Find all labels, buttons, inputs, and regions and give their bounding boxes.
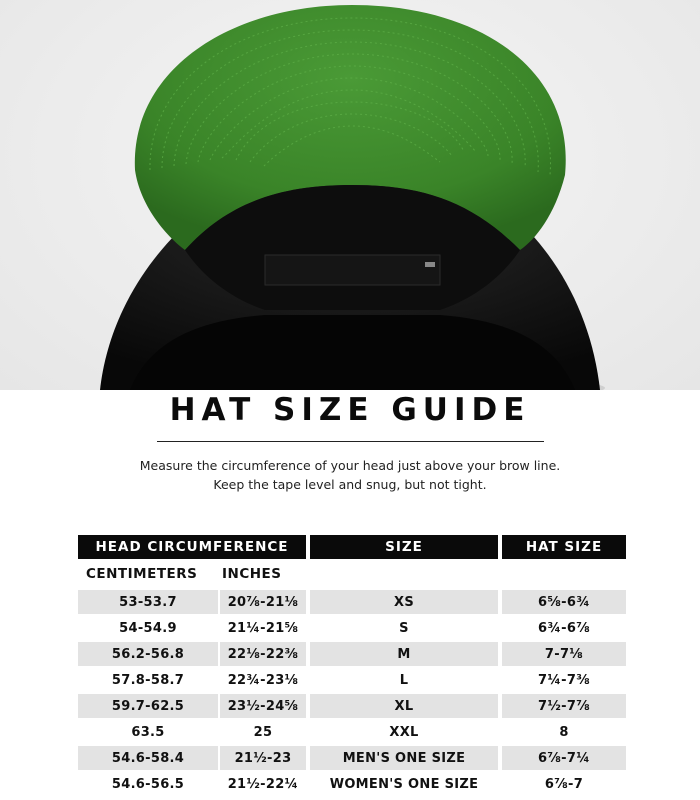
cm-cell: 54.6-56.5 [111, 776, 185, 792]
instructions-line-2: Keep the tape level and snug, but not tight. [213, 477, 487, 492]
size-cell: M [310, 642, 498, 666]
inches-cell: 22¾-23⅛ [227, 672, 299, 688]
header-head-circumference: HEAD CIRCUMFERENCE [78, 535, 306, 559]
table-row [0, 590, 700, 614]
header-hat-size: HAT SIZE [502, 535, 626, 559]
cm-cell: 53-53.7 [78, 590, 218, 614]
hat-size-cell: 8 [559, 724, 569, 740]
page-title: HAT SIZE GUIDE [169, 392, 531, 428]
hat-size-cell: 6⅝-6¾ [502, 590, 626, 614]
cm-cell: 54-54.9 [119, 620, 177, 636]
cap-underside-photo [0, 0, 700, 390]
size-cell: XXL [389, 724, 419, 740]
size-cell: XS [310, 590, 498, 614]
hat-size-cell: 6¾-6⅞ [538, 620, 590, 636]
table-row [0, 668, 700, 692]
cap-illustration [0, 0, 700, 390]
cm-cell: 56.2-56.8 [78, 642, 218, 666]
inches-cell: 25 [253, 724, 273, 740]
hat-size-cell: 7-7⅛ [502, 642, 626, 666]
inches-cell: 20⅞-21⅛ [220, 590, 306, 614]
table-row [0, 616, 700, 640]
inches-cell: 21¼-21⅝ [227, 620, 299, 636]
inches-cell: 21½-23 [220, 746, 306, 770]
size-cell: S [399, 620, 409, 636]
size-cell: MEN'S ONE SIZE [310, 746, 498, 770]
size-cell: WOMEN'S ONE SIZE [329, 776, 479, 792]
size-cell: XL [310, 694, 498, 718]
size-cell: L [399, 672, 409, 688]
title-divider [157, 441, 544, 442]
inches-cell: 22⅛-22⅜ [220, 642, 306, 666]
table-row [0, 720, 700, 744]
cm-cell: 63.5 [131, 724, 165, 740]
measurement-instructions [0, 456, 700, 494]
hat-size-cell: 7¼-7⅜ [538, 672, 590, 688]
instructions-line-1: Measure the circumference of your head just above your brow line. [139, 458, 561, 473]
hat-size-cell: 6⅞-7 [544, 776, 584, 792]
cm-cell: 54.6-58.4 [78, 746, 218, 770]
table-row [0, 746, 700, 770]
cm-cell: 57.8-58.7 [111, 672, 185, 688]
hat-size-cell: 6⅞-7¼ [502, 746, 626, 770]
cm-cell: 59.7-62.5 [78, 694, 218, 718]
subheader-centimeters: CENTIMETERS [86, 566, 198, 582]
table-row [0, 694, 700, 718]
hat-size-cell: 7½-7⅞ [502, 694, 626, 718]
inches-cell: 23½-24⅝ [220, 694, 306, 718]
inches-cell: 21½-22¼ [227, 776, 299, 792]
table-row [0, 642, 700, 666]
header-size: SIZE [310, 535, 498, 559]
table-row [0, 772, 700, 796]
subheader-inches: INCHES [222, 566, 282, 582]
